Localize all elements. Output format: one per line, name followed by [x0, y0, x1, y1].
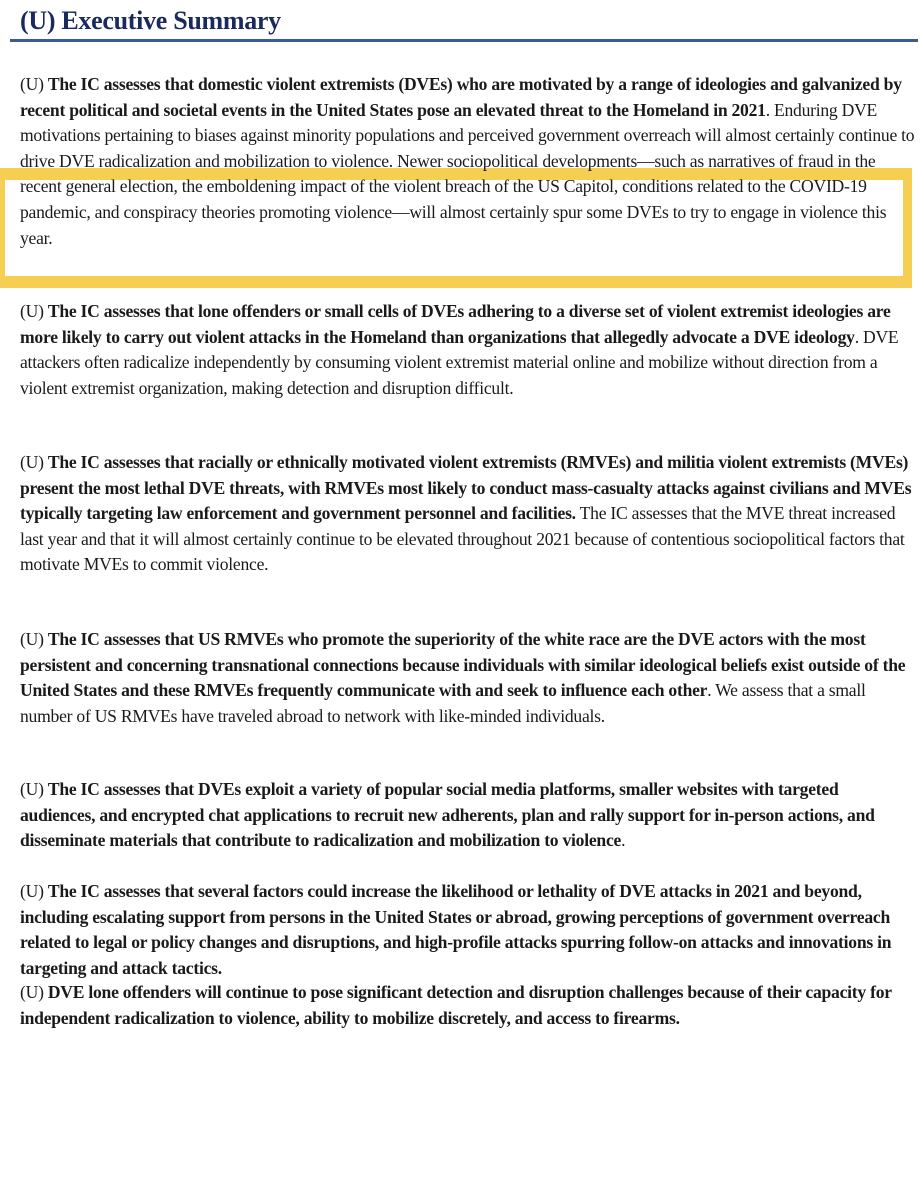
key-judgment: The IC assesses that DVEs exploit a variety of popular social media platforms, smaller websites with targeted audiences, and encrypted chat applications to recruit new adherents, plan and rally support for in-person actions, and disseminate materials that contribute to radicalization and mobilization to violence: [20, 779, 875, 851]
paragraph-5: [20, 777, 915, 854]
paragraph-text: The IC assesses that the MVE threat increased last year and that it will almost certainly continue to be elevated throughout 2021 because of contentious sociopolitical factors that motivate MVEs to commit violence.: [20, 503, 905, 575]
classification-marking: (U): [20, 629, 48, 649]
classification-marking: (U): [20, 74, 48, 94]
paragraph-1: [20, 72, 915, 251]
paragraph-text: . Enduring DVE motivations pertaining to biases against minority populations and perceived government overreach will almost certainly continue to drive DVE radicalization and mobilization to violence. Newer sociopolitical developments—such as narratives of fraud in the recent general election, the emboldening impact of the violent breach of the US Capitol, conditions related to the COVID-19 pandemic, and conspiracy theories promoting violence—will almost certainly spur some DVEs to try to engage in violence this year.: [20, 99, 915, 248]
paragraph-2: [20, 299, 915, 401]
key-judgment: The IC assesses that lone offenders or small cells of DVEs adhering to a diverse set of violent extremist ideologies are more likely to carry out violent attacks in the Homeland than organizations that allegedly advocate a DVE ideology: [20, 301, 891, 347]
key-judgment: The IC assesses that several factors could increase the likelihood or lethality of DVE attacks in 2021 and beyond, including escalating support from persons in the United States or abroad, growing perceptions of government overreach related to legal or policy changes and disruptions, and high-profile attacks spurring follow-on attacks and innovations in targeting and attack tactics.: [20, 881, 892, 978]
paragraph-7: [20, 980, 915, 1031]
classification-marking: (U): [20, 301, 48, 321]
classification-marking: (U): [20, 779, 48, 799]
paragraph-3: [20, 450, 915, 578]
classification-marking: (U): [20, 982, 48, 1002]
key-judgment: DVE lone offenders will continue to pose significant detection and disruption challenges because of their capacity for independent radicalization to violence, ability to mobilize discretely, and access to firearms.: [20, 982, 892, 1028]
title-underline: [10, 39, 918, 42]
paragraph-4: [20, 627, 915, 729]
classification-marking: (U): [20, 452, 48, 472]
paragraph-text: .: [621, 830, 626, 851]
paragraph-text: . DVE attackers often radicalize independently by consuming violent extremist material online and mobilize without direction from a violent extremist organization, making detection and disruption difficult.: [20, 326, 899, 398]
page-title: (U) Executive Summary: [20, 6, 281, 35]
paragraph-6: [20, 879, 915, 981]
paragraph-text: . We assess that a small number of US RMVEs have traveled abroad to network with like-minded individuals.: [20, 680, 866, 726]
classification-marking: (U): [20, 881, 48, 901]
key-judgment: The IC assesses that racially or ethnically motivated violent extremists (RMVEs) and militia violent extremists (MVEs) present the most lethal DVE threats, with RMVEs most likely to conduct mass-casualty attacks against civilians and MVEs typically targeting law enforcement and government personnel and facilities.: [20, 452, 912, 524]
key-judgment: The IC assesses that US RMVEs who promote the superiority of the white race are the DVE actors with the most persistent and concerning transnational connections because individuals with similar ideological beliefs exist outside of the United States and these RMVEs frequently communicate with and seek to influence each other: [20, 629, 906, 701]
key-judgment: The IC assesses that domestic violent extremists (DVEs) who are motivated by a range of ideologies and galvanized by recent political and societal events in the United States pose an elevated threat to the Homeland in 2021: [20, 74, 902, 120]
